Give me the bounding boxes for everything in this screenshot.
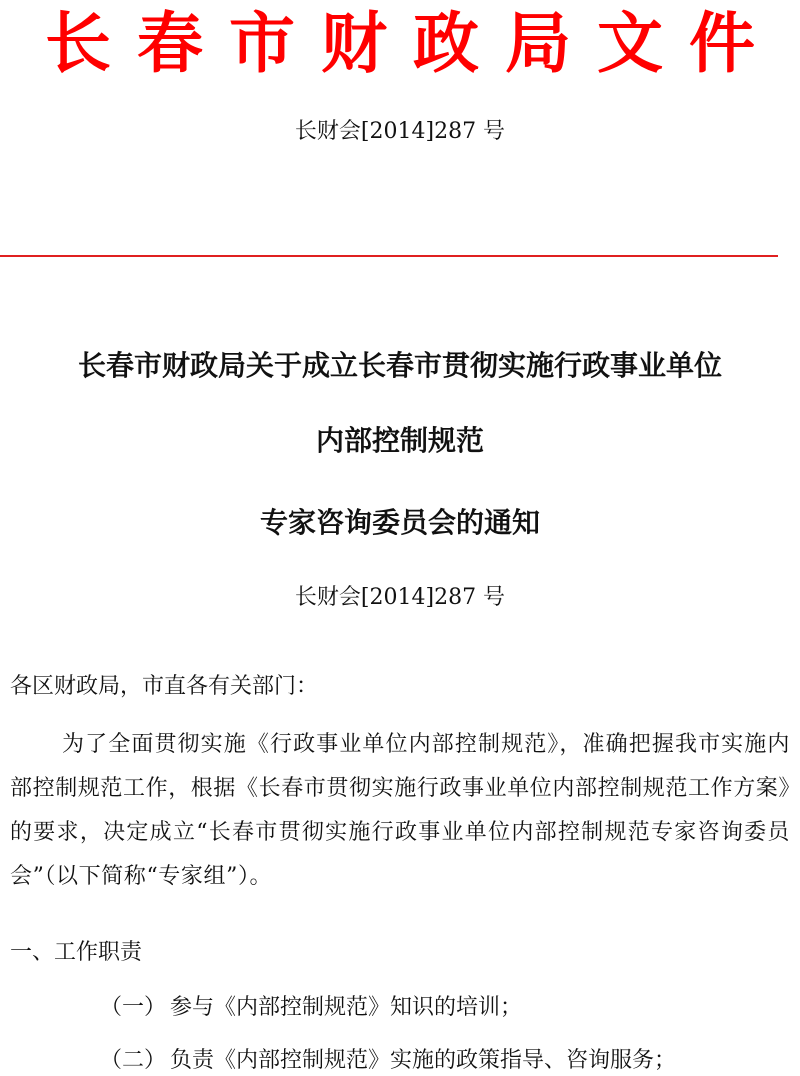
document-number-header: 长财会[2014]287 号 (294, 119, 506, 144)
duty-item (100, 1046, 676, 1076)
notice-title-line-2: 内部控制规范 (315, 424, 484, 457)
notice-title-line-1: 长春市财政局关于成立长春市贯彻实施行政事业单位 (77, 349, 722, 382)
notice-title-line-3: 专家咨询委员会的通知 (259, 506, 540, 539)
duty-item-number: （二） (100, 1048, 167, 1073)
salutation: 各区财政局，市直各有关部门： (10, 674, 319, 699)
document-number-title: 长财会[2014]287 号 (294, 585, 506, 610)
section-heading-duties: 一、工作职责 (10, 940, 143, 965)
masthead-title: 长春市财政局文件 (45, 5, 781, 82)
duty-item-text: 参与《内部控制规范》知识的培训； (170, 995, 523, 1020)
duty-item-text: 负责《内部控制规范》实施的政策指导、咨询服务； (170, 1048, 677, 1073)
body-paragraph: 为了全面贯彻实施《行政事业单位内部控制规范》，准确把握我市实施内部控制规范工作，根据《长春市贯彻实施行政事业单位内部控制规范工作方案》的要求，决定成立“长春市贯彻实施行政事业单位内部控制规范专家咨询委员会”（以下简称“专家组”）。 (10, 732, 791, 889)
red-divider-line (0, 255, 778, 257)
duty-item (100, 993, 522, 1023)
duty-item-number: （一） (100, 995, 167, 1020)
